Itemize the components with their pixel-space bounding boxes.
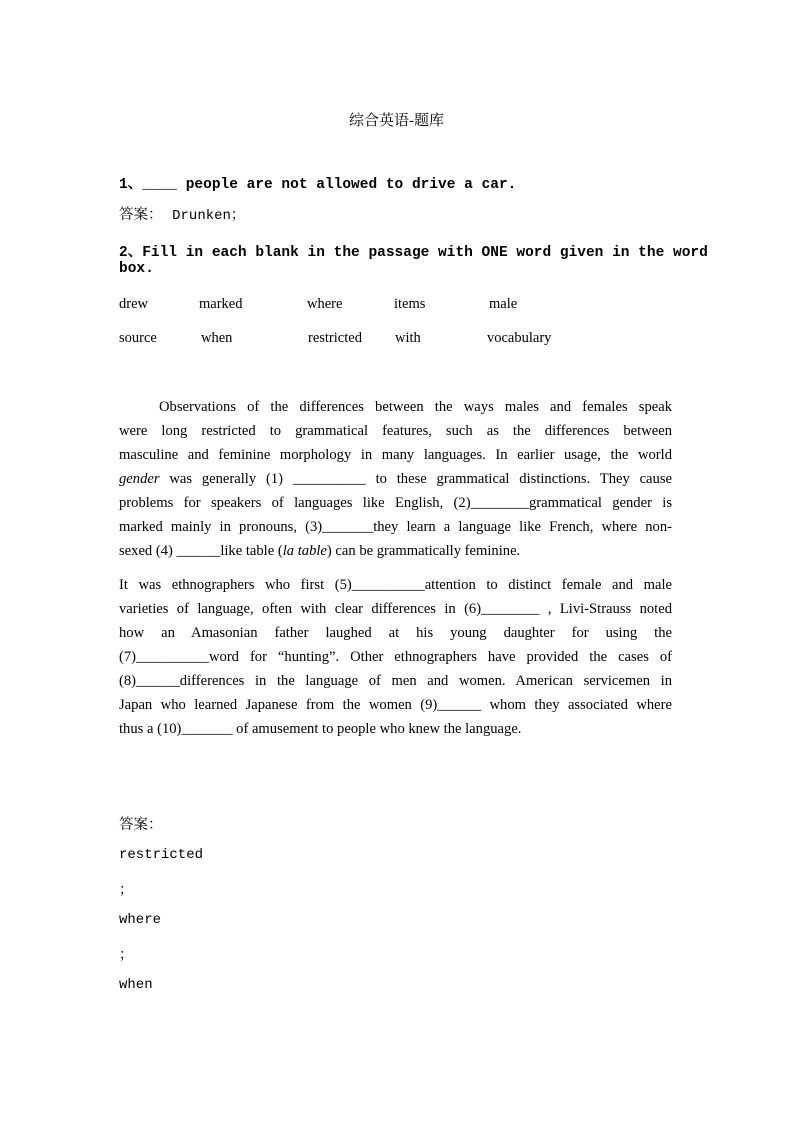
answer-label: 答案： [119, 207, 163, 223]
passage-line: how an Amasonian father laughed at his young daughter for using the [119, 625, 672, 641]
word-box-item: items [394, 296, 426, 312]
passage-line: Japan who learned Japanese from the women (9)______ whom they associated where [119, 697, 672, 713]
answer-value: Drunken； [172, 208, 245, 224]
passage-line: sexed (4) ______like table (la table) can be grammatically feminine. [119, 543, 521, 559]
word-box-item: where [307, 296, 343, 312]
question-2-answer-label: 答案： [119, 817, 163, 833]
word-box-item: source [119, 330, 157, 346]
passage-line: varieties of language, often with clear differences in (6)________ , Livi-Strauss noted [119, 601, 672, 617]
question-2-line-1: 2、Fill in each blank in the passage with ONE word given in the word [119, 245, 708, 261]
word-box-item: with [395, 330, 421, 346]
word-box-item: male [489, 296, 518, 312]
passage-line: It was ethnographers who first (5)__________attention to distinct female and male [119, 577, 672, 593]
question-2-line-2: box. [119, 261, 154, 277]
answer-item: where [119, 912, 162, 928]
passage-line: (7)__________word for “hunting”. Other ethnographers have provided the cases of [119, 649, 672, 665]
answer-separator: ； [119, 948, 133, 964]
answer-item: restricted [119, 847, 204, 863]
word-box-item: restricted [308, 330, 362, 346]
passage-paragraph-1 [119, 395, 672, 563]
passage-line: Observations of the differences between the ways males and females speak [159, 399, 672, 415]
passage-line: thus a (10)_______ of amusement to people who knew the language. [119, 721, 522, 737]
question-1-answer [119, 203, 245, 224]
question-1-blank: ____ [142, 177, 178, 193]
passage-line: problems for speakers of languages like English, (2)________grammatical gender is [119, 495, 672, 511]
word-box-item: drew [119, 296, 148, 312]
question-1-text: people are not allowed to drive a car. [177, 177, 517, 193]
answer-item: when [119, 977, 153, 993]
question-1 [119, 172, 516, 193]
page-title: 综合英语-题库 [349, 113, 444, 129]
passage-line: were long restricted to grammatical features, such as the differences between [119, 423, 672, 439]
passage-line: (8)______differences in the language of men and women. American servicemen in [119, 673, 672, 689]
passage-line: masculine and feminine morphology in many languages. In earlier usage, the world [119, 447, 672, 463]
word-box-item: vocabulary [487, 330, 552, 346]
question-1-number: 1、 [119, 177, 143, 193]
passage-paragraph-2 [119, 573, 672, 741]
answer-separator: ； [119, 883, 133, 899]
passage-line: marked mainly in pronouns, (3)_______they learn a language like French, where non- [119, 519, 672, 535]
word-box-item: when [201, 330, 233, 346]
word-box-item: marked [199, 296, 243, 312]
passage-line: gender was generally (1) __________ to these grammatical distinctions. They cause [119, 471, 672, 487]
